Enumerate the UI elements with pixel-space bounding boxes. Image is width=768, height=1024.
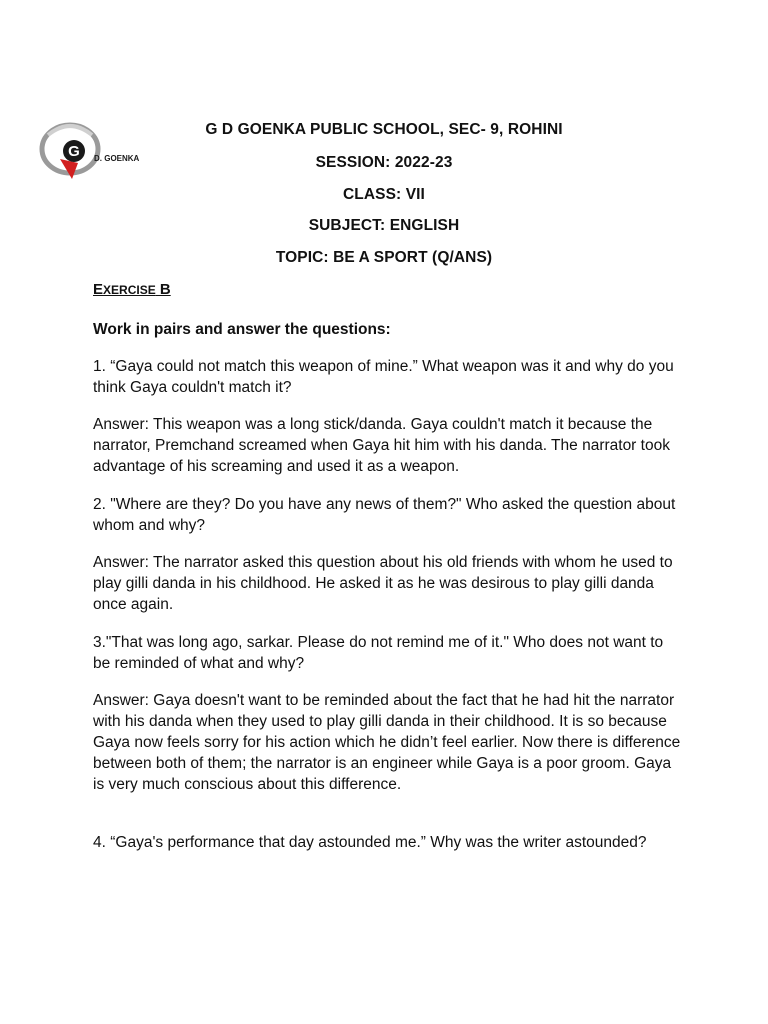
exercise-word: XERCISE — [103, 283, 156, 297]
question-2: 2. "Where are they? Do you have any news of them?" Who asked the question about whom and why? — [93, 496, 676, 534]
instruction-line: Work in pairs and answer the questions: — [93, 321, 391, 338]
logo-letter: G — [68, 143, 80, 160]
exercise-heading — [93, 281, 171, 298]
subject-line: SUBJECT: ENGLISH — [308, 217, 460, 234]
question-3: 3."That was long ago, sarkar. Please do not remind me of it." Who does not want to be reminded of what and why? — [93, 634, 664, 672]
school-name: G D GOENKA PUBLIC SCHOOL, SEC- 9, ROHINI — [205, 121, 563, 138]
question-1: 1. “Gaya could not match this weapon of mine.” What weapon was it and why do you think Gaya couldn't match it? — [93, 358, 674, 396]
answer-3: Answer: Gaya doesn't want to be reminded about the fact that he had hit the narrator with his danda when they used to play gilli danda in their childhood. It is so because Gaya now feels sorry for his action which he didn’t feel earlier. Now there is difference between both of them; the narrator is an engineer while Gaya is a poor groom. Gaya is very much conscious about this difference. — [93, 692, 681, 793]
answer-2: Answer: The narrator asked this question about his old friends with whom he used to play gilli danda in his childhood. He asked it as he was desirous to play gilli danda once again. — [93, 554, 673, 613]
question-4: 4. “Gaya's performance that day astounded me.” Why was the writer astounded? — [93, 834, 647, 851]
topic-line: TOPIC: BE A SPORT (Q/ANS) — [275, 249, 493, 266]
session-line: SESSION: 2022-23 — [315, 154, 453, 171]
class-line: CLASS: VII — [343, 186, 425, 203]
exercise-suffix: B — [155, 281, 171, 298]
exercise-first-letter: E — [93, 281, 104, 298]
logo-name: D. GOENKA — [94, 154, 140, 163]
answer-1: Answer: This weapon was a long stick/danda. Gaya couldn't match it because the narrator, Premchand screamed when Gaya hit him with his danda. The narrator took advantage of his screaming and used it as a weapon. — [93, 416, 670, 475]
